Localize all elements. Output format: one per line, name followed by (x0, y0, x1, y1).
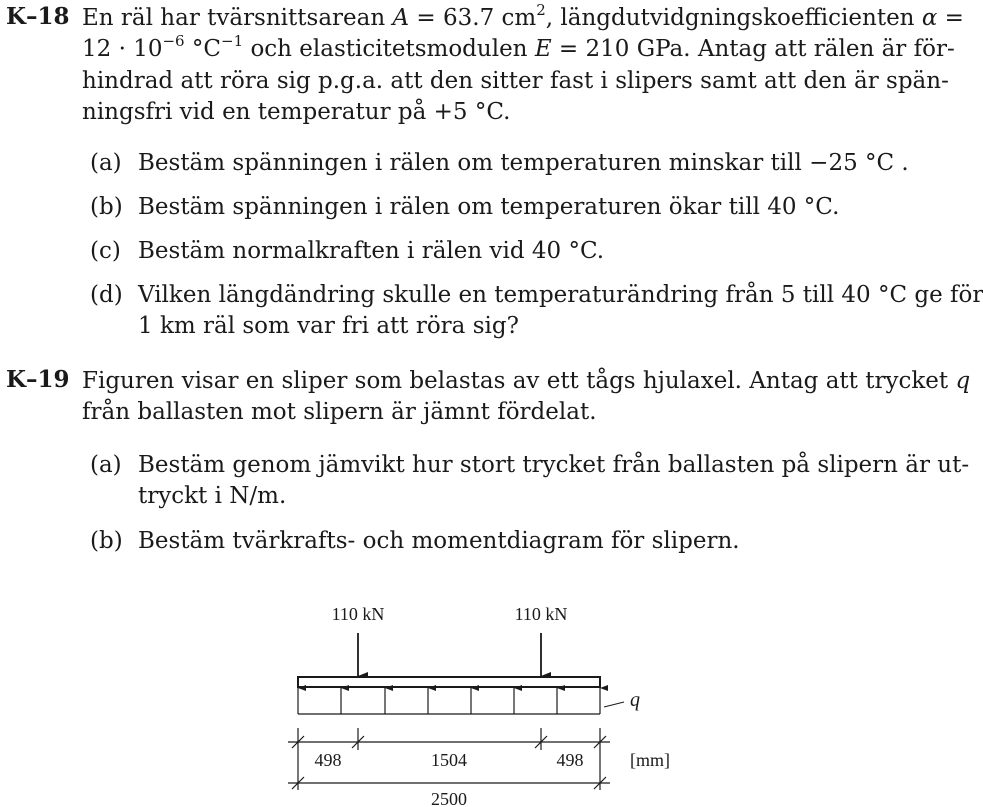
k19-line-2: från ballasten mot slipern är jämnt fördelat. (82, 399, 597, 425)
sleeper-beam (298, 677, 600, 687)
problem-number-k19: K–19 (6, 366, 70, 393)
k18-item-c-text: Bestäm normalkraften i rälen vid 40 °C. (138, 238, 605, 264)
k18-item-d-text-2: 1 km räl som var fri att röra sig? (138, 313, 519, 339)
k18-line-2: $12 \cdot 10^{-6}$ $^\circ C^{-1}$ och elasticitetsmodulen E = 210 GPa. Antag att rälen är för- (82, 32, 955, 62)
k18-item-b-label: (b) (90, 194, 123, 220)
k19-item-a-text: Bestäm genom jämvikt hur stort trycket från ballasten på slipern är ut- (138, 452, 970, 478)
k18-line-1: En räl har tvärsnittsarean A = 63.7 $cm^2$, längdutvidgningskoefficienten α = (82, 1, 964, 31)
k18-item-d-label: (d) (90, 282, 123, 308)
k18-item-c-label: (c) (90, 238, 121, 264)
dim-total: 2500 (431, 789, 467, 807)
k18-line-4: ningsfri vid en temperatur på +5 °C. (82, 99, 511, 125)
dim-mid: 1504 (431, 750, 467, 770)
k19-item-b-text: Bestäm tvärkrafts- och momentdiagram för slipern. (138, 528, 740, 554)
k19-item-a-text-2: tryckt i N/m. (138, 483, 287, 509)
k19-item-b-label: (b) (90, 528, 123, 554)
unit-label: [mm] (630, 750, 670, 770)
dim-right: 498 (556, 750, 584, 770)
k18-line-3: hindrad att röra sig p.g.a. att den sitter fast i slipers samt att den är spän- (82, 68, 949, 94)
k19-line-1: Figuren visar en sliper som belastas av ett tågs hjulaxel. Antag att trycket q (82, 368, 971, 394)
q-label: q (630, 689, 640, 711)
distributed-load-arrows (298, 688, 600, 714)
load-label-left: 110 kN (331, 604, 385, 624)
k19-item-a-label: (a) (90, 452, 122, 478)
k18-item-d-text: Vilken längdändring skulle en temperaturändring från 5 till 40 °C ge för (138, 282, 983, 308)
sleeper-figure (0, 590, 960, 807)
k18-item-a-label: (a) (90, 150, 122, 176)
q-leader (604, 702, 624, 707)
k18-item-a-text: Bestäm spänningen i rälen om temperaturen minskar till −25 °C . (138, 150, 909, 176)
problem-number-k18: K–18 (6, 3, 70, 30)
k18-item-b-text: Bestäm spänningen i rälen om temperaturen ökar till 40 °C. (138, 194, 840, 220)
load-label-right: 110 kN (514, 604, 568, 624)
dim-left: 498 (314, 750, 342, 770)
